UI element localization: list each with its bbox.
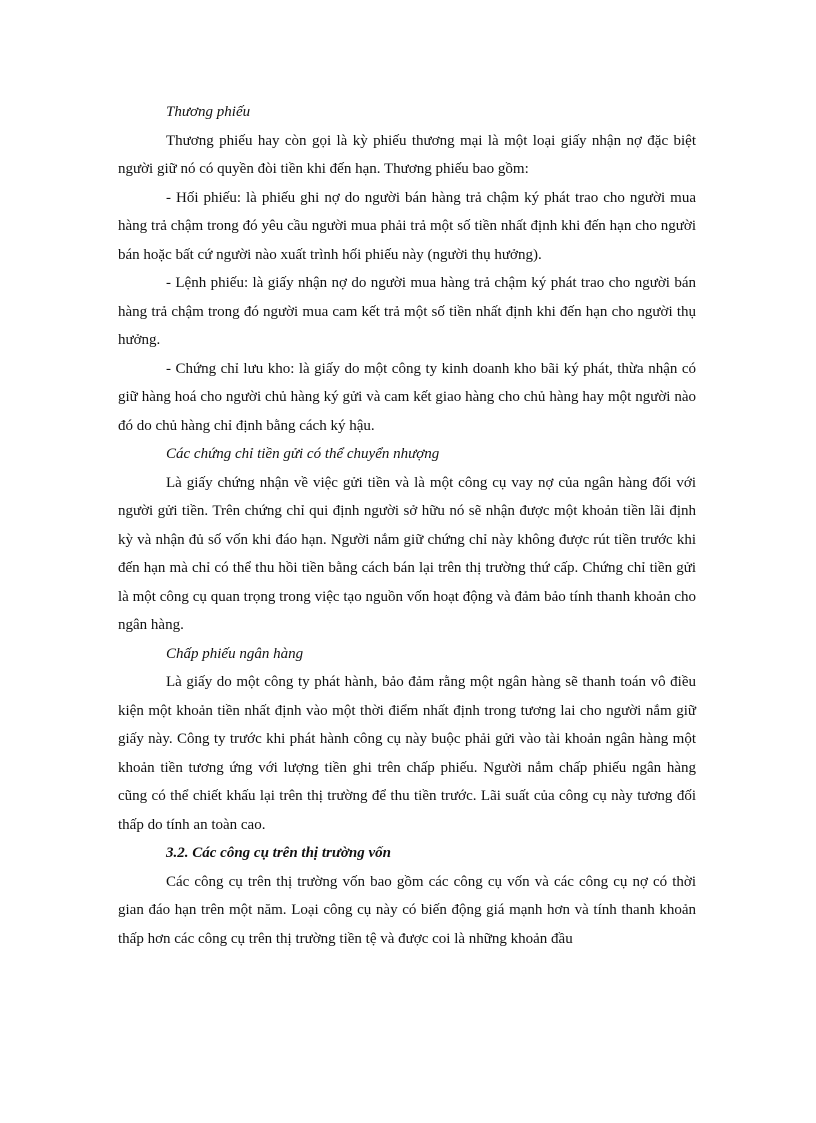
paragraph: Thương phiếu hay còn gọi là kỳ phiếu thương mại là một loại giấy nhận nợ đặc biệt người giữ nó có quyền đòi tiền khi đến hạn. Thương phiếu bao gồm: <box>118 132 696 177</box>
paragraph: Là giấy chứng nhận về việc gửi tiền và là một công cụ vay nợ của ngân hàng đối với người gửi tiền. Trên chứng chỉ qui định người sở hữu nó sẽ nhận được một khoản tiền lãi định kỳ và nhận đủ số vốn khi đáo hạn. Người nắm giữ chứng chỉ này không được rút tiền trước khi đến hạn mà chỉ có thể thu hồi tiền bằng cách bán lại trên thị trường thứ cấp. Chứng chỉ tiền gửi là một công cụ quan trọng trong việc tạo nguồn vốn hoạt động và đảm bảo tính thanh khoản cho ngân hàng. <box>118 474 696 633</box>
paragraph: Là giấy do một công ty phát hành, bảo đảm rằng một ngân hàng sẽ thanh toán vô điều kiện một khoản tiền nhất định vào một thời điểm nhất định trong tương lai cho người nắm giữ giấy này. Công ty trước khi phát hành công cụ này buộc phải gửi vào tài khoản ngân hàng một khoản tiền tương ứng với lượng tiền ghi trên chấp phiếu. Người nắm chấp phiếu ngân hàng cũng có thể chiết khấu lại trên thị trường để thu tiền trước. Lãi suất của công cụ này tương đối thấp do tính an toàn cao. <box>118 674 696 833</box>
paragraph-lenh-phieu: - Lệnh phiếu: là giấy nhận nợ do người mua hàng trả chậm ký phát trao cho người bán hàng trả chậm trong đó người mua cam kết trả một số tiền nhất định khi đến hạn cho người thụ hưởng. <box>118 275 696 348</box>
paragraph: Các công cụ trên thị trường vốn bao gồm các công cụ vốn và các công cụ nợ có thời gian đáo hạn trên một năm. Loại công cụ này có biến động giá mạnh hơn và tính thanh khoản thấp hơn các công cụ trên thị trường tiền tệ và được coi là những khoản đầu <box>118 873 696 947</box>
section-heading-chung-chi-tien-gui: Các chứng chỉ tiền gửi có thể chuyển nhượng <box>166 446 440 462</box>
section-heading-thuong-phieu: Thương phiếu <box>166 104 251 120</box>
document-page <box>118 98 696 953</box>
section-heading-3-2: 3.2. Các công cụ trên thị trường vốn <box>166 845 391 861</box>
paragraph-chung-chi-luu-kho: - Chứng chỉ lưu kho: là giấy do một công ty kinh doanh kho bãi ký phát, thừa nhận có giữ hàng hoá cho người chủ hàng ký gửi và cam kết giao hàng cho chủ hàng hay một người nào đó do chủ hàng chỉ định bằng cách ký hậu. <box>118 360 696 434</box>
section-heading-chap-phieu: Chấp phiếu ngân hàng <box>166 645 304 662</box>
paragraph-hoi-phieu: - Hối phiếu: là phiếu ghi nợ do người bán hàng trả chậm ký phát trao cho người mua hàng trả chậm trong đó yêu cầu người mua phải trả một số tiền nhất định khi đến hạn cho người bán hoặc bất cứ người nào xuất trình hối phiếu này (người thụ hưởng). <box>118 189 696 263</box>
